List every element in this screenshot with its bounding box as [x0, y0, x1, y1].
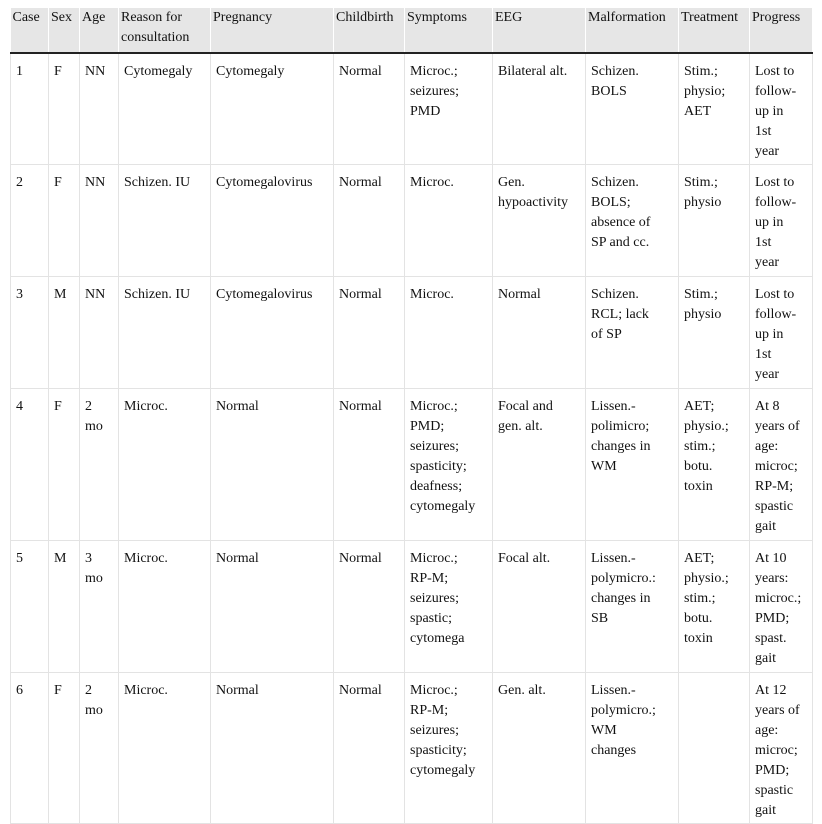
cell-pregnancy: Cytomegalovirus	[211, 165, 334, 277]
cell-eeg: Gen. hypoactivity	[493, 165, 586, 277]
header-pregnancy: Pregnancy	[211, 8, 334, 53]
cell-symptoms: Microc.; seizures; PMD	[405, 53, 493, 165]
cell-childbirth: Normal	[334, 165, 405, 277]
table-row	[11, 673, 813, 824]
cell-age: NN	[80, 277, 119, 389]
table-row	[11, 389, 813, 541]
cell-progress: Lost to follow- up in 1st year	[750, 165, 813, 277]
cell-reason: Microc.	[119, 541, 211, 673]
header-case: Case	[11, 8, 49, 53]
cell-childbirth: Normal	[334, 673, 405, 824]
cell-sex: F	[49, 389, 80, 541]
header-reason: Reason for consultation	[119, 8, 211, 53]
cell-case: 3	[11, 277, 49, 389]
cell-sex: F	[49, 165, 80, 277]
cell-progress: At 8 years of age: microc; RP-M; spastic gait	[750, 389, 813, 541]
cell-age: 3 mo	[80, 541, 119, 673]
cell-malformation: Schizen. BOLS	[586, 53, 679, 165]
cell-age: 2 mo	[80, 673, 119, 824]
cell-treatment: Stim.; physio	[679, 277, 750, 389]
cell-pregnancy: Normal	[211, 541, 334, 673]
cell-reason: Microc.	[119, 673, 211, 824]
cell-symptoms: Microc.	[405, 165, 493, 277]
cell-eeg: Gen. alt.	[493, 673, 586, 824]
cell-childbirth: Normal	[334, 277, 405, 389]
cell-age: NN	[80, 165, 119, 277]
cell-eeg: Focal alt.	[493, 541, 586, 673]
cell-progress: Lost to follow- up in 1st year	[750, 53, 813, 165]
table-row	[11, 53, 813, 165]
header-childbirth: Childbirth	[334, 8, 405, 53]
cell-malformation: Lissen.- polimicro; changes in WM	[586, 389, 679, 541]
cell-sex: F	[49, 53, 80, 165]
cell-reason: Schizen. IU	[119, 165, 211, 277]
cell-reason: Cytomegaly	[119, 53, 211, 165]
cell-symptoms: Microc.; RP-M; seizures; spasticity; cytomegaly	[405, 673, 493, 824]
cell-pregnancy: Normal	[211, 389, 334, 541]
cell-case: 4	[11, 389, 49, 541]
cell-malformation: Schizen. RCL; lack of SP	[586, 277, 679, 389]
cell-malformation: Schizen. BOLS; absence of SP and cc.	[586, 165, 679, 277]
cell-childbirth: Normal	[334, 389, 405, 541]
cell-eeg: Normal	[493, 277, 586, 389]
cell-treatment: AET; physio.; stim.; botu. toxin	[679, 389, 750, 541]
cell-treatment: Stim.; physio	[679, 165, 750, 277]
header-eeg: EEG	[493, 8, 586, 53]
cell-pregnancy: Normal	[211, 673, 334, 824]
header-age: Age	[80, 8, 119, 53]
table-row	[11, 165, 813, 277]
table-row	[11, 541, 813, 673]
header-symptoms: Symptoms	[405, 8, 493, 53]
cell-treatment: AET; physio.; stim.; botu. toxin	[679, 541, 750, 673]
cell-progress: At 12 years of age: microc; PMD; spastic gait	[750, 673, 813, 824]
header-row	[11, 8, 813, 53]
cell-symptoms: Microc.; RP-M; seizures; spastic; cytomega	[405, 541, 493, 673]
header-sex: Sex	[49, 8, 80, 53]
table-body	[11, 53, 813, 824]
header-progress: Progress	[750, 8, 813, 53]
table-header	[11, 8, 813, 53]
cell-malformation: Lissen.- polymicro.; WM changes	[586, 673, 679, 824]
cell-symptoms: Microc.	[405, 277, 493, 389]
cell-reason: Microc.	[119, 389, 211, 541]
cell-symptoms: Microc.; PMD; seizures; spasticity; deafness; cytomegaly	[405, 389, 493, 541]
cell-case: 5	[11, 541, 49, 673]
cell-eeg: Bilateral alt.	[493, 53, 586, 165]
cell-treatment: Stim.; physio; AET	[679, 53, 750, 165]
cell-age: NN	[80, 53, 119, 165]
cell-sex: F	[49, 673, 80, 824]
header-treatment: Treatment	[679, 8, 750, 53]
cell-age: 2 mo	[80, 389, 119, 541]
cell-sex: M	[49, 541, 80, 673]
cell-reason: Schizen. IU	[119, 277, 211, 389]
cell-case: 6	[11, 673, 49, 824]
header-malformation: Malformation	[586, 8, 679, 53]
cell-case: 2	[11, 165, 49, 277]
cell-sex: M	[49, 277, 80, 389]
clinical-cases-table	[10, 8, 813, 824]
cell-pregnancy: Cytomegalovirus	[211, 277, 334, 389]
cell-malformation: Lissen.- polymicro.: changes in SB	[586, 541, 679, 673]
cell-childbirth: Normal	[334, 541, 405, 673]
cell-pregnancy: Cytomegaly	[211, 53, 334, 165]
cell-progress: Lost to follow- up in 1st year	[750, 277, 813, 389]
cell-eeg: Focal and gen. alt.	[493, 389, 586, 541]
cell-case: 1	[11, 53, 49, 165]
cell-progress: At 10 years: microc.; PMD; spast. gait	[750, 541, 813, 673]
cell-childbirth: Normal	[334, 53, 405, 165]
cell-treatment	[679, 673, 750, 824]
table-row	[11, 277, 813, 389]
